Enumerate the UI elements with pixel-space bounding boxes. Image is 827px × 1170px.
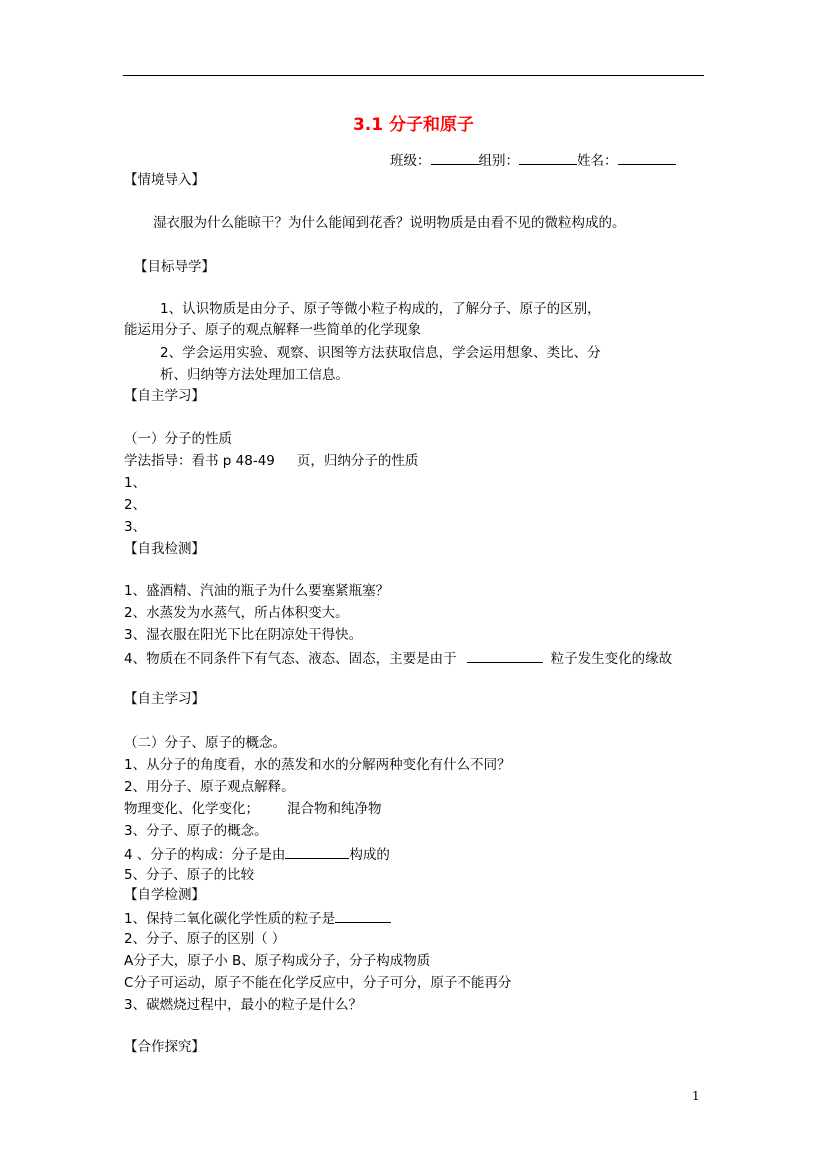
part2-question-4: [124, 844, 390, 864]
part2-question-2-sub: [124, 800, 382, 818]
part2-question-4-blank[interactable]: [285, 844, 349, 859]
intro-text: 湿衣服为什么能晾干？为什么能闻到花香？说明物质是由看不见的微粒构成的。: [153, 215, 626, 231]
test-question-2: 2、分子、原子的区别（ ）: [124, 931, 286, 947]
test-option-c: C分子可运动，原子不能在化学反应中，分子可分，原子不能再分: [124, 975, 512, 991]
test-question-1-blank[interactable]: [335, 908, 391, 923]
page-title: 3.1 分子和原子: [352, 115, 475, 135]
check-question-4: [124, 648, 672, 668]
header-rule: [123, 75, 704, 76]
study-guide: [124, 452, 418, 470]
section-intro: 【情境导入】: [124, 172, 205, 188]
student-info-fields: [390, 150, 676, 170]
section-self-study-2: 【自主学习】: [124, 691, 205, 707]
part2-heading: （二）分子、原子的概念。: [124, 735, 286, 751]
check-question-4-part-1: 4、物质在不同条件下有气态、液态、固态，主要是由于: [124, 651, 457, 667]
section-self-test: 【自学检测】: [124, 887, 205, 903]
goal-2-line-2: 析、归纳等方法处理加工信息。: [160, 367, 349, 383]
class-label: 班级：: [390, 153, 431, 169]
study-guide-part-2: 页，归纳分子的性质: [296, 453, 419, 469]
part2-question-3: 3、分子、原子的概念。: [124, 823, 268, 839]
part1-heading: （一）分子的性质: [124, 431, 232, 447]
property-item-3: 3、: [124, 519, 147, 535]
property-item-1: 1、: [124, 475, 147, 491]
goal-1-line-2: 能运用分子、原子的观点解释一些简单的化学现象: [124, 322, 421, 338]
part2-question-4-part-1: 4 、分子的构成：分子是由: [124, 847, 286, 863]
name-label: 姓名：: [577, 153, 618, 169]
group-label: 组别：: [478, 153, 519, 169]
section-self-study-1: 【自主学习】: [124, 388, 205, 404]
section-self-check: 【自我检测】: [124, 541, 205, 557]
check-question-4-part-2: 粒子发生变化的缘故: [550, 651, 673, 667]
study-guide-part-1: 学法指导：看书 p 48-49: [124, 453, 275, 469]
property-item-2: 2、: [124, 497, 147, 513]
goal-1-line-1: 1、认识物质是由分子、原子等微小粒子构成的，了解分子、原子的区别，: [160, 301, 601, 317]
test-option-a: A分子大，原子小 B、原子构成分子，分子构成物质: [124, 953, 431, 969]
check-question-1: 1、盛酒精、汽油的瓶子为什么要塞紧瓶塞？: [124, 583, 390, 599]
test-question-1-text: 1、保持二氧化碳化学性质的粒子是: [124, 911, 336, 927]
part2-question-2-sub-a: 物理变化、化学变化；: [124, 801, 259, 817]
part2-question-1: 1、从分子的角度看，水的蒸发和水的分解两种变化有什么不同？: [124, 757, 511, 773]
goal-2-line-1: 2、学会运用实验、观察、识图等方法获取信息，学会运用想象、类比、分: [160, 345, 601, 361]
check-question-3: 3、湿衣服在阳光下比在阴凉处干得快。: [124, 627, 363, 643]
section-cooperate: 【合作探究】: [124, 1039, 205, 1055]
section-goals: 【目标导学】: [134, 259, 215, 275]
part2-question-2: 2、用分子、原子观点解释。: [124, 779, 295, 795]
check-question-2: 2、水蒸发为水蒸气，所占体积变大。: [124, 605, 349, 621]
group-blank[interactable]: [519, 150, 577, 165]
part2-question-2-sub-b: 混合物和纯净物: [287, 801, 382, 817]
test-question-1: [124, 908, 391, 928]
test-question-3: 3、碳燃烧过程中，最小的粒子是什么？: [124, 997, 363, 1013]
name-blank[interactable]: [618, 150, 676, 165]
check-question-4-blank[interactable]: [467, 648, 543, 663]
part2-question-5: 5、分子、原子的比较: [124, 867, 255, 883]
class-blank[interactable]: [431, 150, 479, 165]
page-number: 1: [692, 1089, 700, 1103]
part2-question-4-part-2: 构成的: [349, 847, 390, 863]
